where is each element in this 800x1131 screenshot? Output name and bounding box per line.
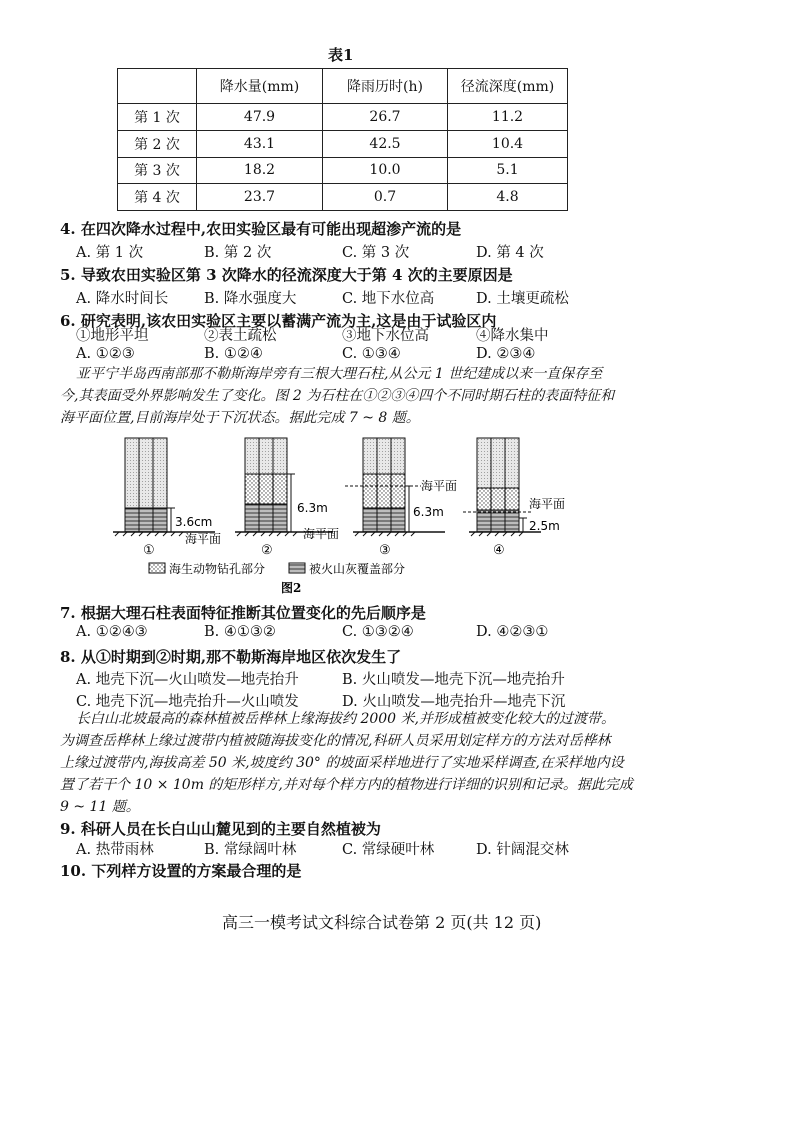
table-row <box>118 184 568 211</box>
passage-1-line: 亚平宁半岛西南部那不勒斯海岸旁有三根大理石柱,从公元 1 世纪建成以来一直保存至 <box>76 366 603 382</box>
rainfall-table <box>117 68 568 211</box>
question-5-stem: 5. 导致农田实验区第 3 次降水的径流深度大于第 4 次的主要原因是 <box>60 266 513 284</box>
question-8-stem: 8. 从①时期到②时期,那不勒斯海岸地区依次发生了 <box>60 648 402 666</box>
question-9-stem: 9. 科研人员在长白山山麓见到的主要自然植被为 <box>60 820 381 838</box>
table-title: 表1 <box>328 46 354 64</box>
marble-columns-figure <box>105 432 566 598</box>
question-5-option-a: A. 降水时间长 <box>76 291 169 307</box>
question-7-option-c: C. ①③②④ <box>342 624 414 640</box>
table-cell: 10.0 <box>323 157 448 184</box>
passage-2-line: 为调查岳桦林上缘过渡带内植被随海拔变化的情况,科研人员采用划定样方的方法对岳桦林 <box>60 733 611 749</box>
question-6-option-c: C. ①③④ <box>342 346 401 362</box>
question-10-stem: 10. 下列样方设置的方案最合理的是 <box>60 862 302 880</box>
passage-1-line: 海平面位置,目前海岸处于下沉状态。据此完成 7 ~ 8 题。 <box>60 410 420 426</box>
table-cell: 23.7 <box>197 184 323 211</box>
label-c2-height: 6.3m <box>297 501 328 515</box>
question-9-option-a: A. 热带雨林 <box>76 842 154 858</box>
table-cell: 10.4 <box>448 130 568 157</box>
question-6-item: ①地形平坦 <box>76 328 149 344</box>
table-cell: 第 4 次 <box>118 184 197 211</box>
table-cell: 47.9 <box>197 104 323 131</box>
period-number-1: ① <box>143 543 155 558</box>
question-6-item: ③地下水位高 <box>342 328 429 344</box>
table-header-cell: 降雨历时(h) <box>323 69 448 104</box>
table-cell: 11.2 <box>448 104 568 131</box>
question-7-option-d: D. ④②③① <box>476 624 549 640</box>
legend-label-boreholes: 海生动物钻孔部分 <box>169 562 266 576</box>
table-cell: 0.7 <box>323 184 448 211</box>
label-c2-sea: 海平面 <box>303 527 340 541</box>
question-4-option-a: A. 第 1 次 <box>76 245 144 261</box>
table-header-cell: 降水量(mm) <box>197 69 323 104</box>
question-9-option-b: B. 常绿阔叶林 <box>204 842 297 858</box>
passage-2-line: 9 ~ 11 题。 <box>60 799 140 815</box>
passage-2-line: 上缘过渡带内,海拔高差 50 米,坡度约 30° 的坡面采样地进行了实地采样调查,在采样地内设 <box>60 755 624 771</box>
question-6-item: ④降水集中 <box>476 328 549 344</box>
table-row <box>118 104 568 131</box>
question-4-option-c: C. 第 3 次 <box>342 245 410 261</box>
table-cell: 第 3 次 <box>118 157 197 184</box>
page-footer: 高三一模考试文科综合试卷第 2 页(共 12 页) <box>222 913 542 932</box>
question-6-option-d: D. ②③④ <box>476 346 536 362</box>
label-c4-sea: 海平面 <box>529 497 566 511</box>
passage-2-line: 置了若干个 10 × 10m 的矩形样方,并对每个样方内的植物进行详细的识别和记录。据此完成 <box>60 777 633 793</box>
question-5-option-d: D. 土壤更疏松 <box>476 291 569 307</box>
legend-swatch-ash <box>289 563 305 573</box>
label-c4-height: 2.5m <box>529 519 560 533</box>
table-header-row <box>118 69 568 104</box>
question-4-stem: 4. 在四次降水过程中,农田实验区最有可能出现超渗产流的是 <box>60 220 462 238</box>
table-row <box>118 157 568 184</box>
question-8-option-a: A. 地壳下沉—火山喷发—地壳抬升 <box>76 672 299 688</box>
column-group-2 <box>235 438 333 536</box>
question-5-option-c: C. 地下水位高 <box>342 291 435 307</box>
question-8-option-d: D. 火山喷发—地壳抬升—地壳下沉 <box>342 694 566 710</box>
period-number-2: ② <box>261 543 273 558</box>
passage-1-line: 今,其表面受外界影响发生了变化。图 2 为石柱在①②③④四个不同时期石柱的表面特征和 <box>60 388 615 404</box>
question-7-stem: 7. 根据大理石柱表面特征推断其位置变化的先后顺序是 <box>60 604 426 622</box>
question-9-option-c: C. 常绿硬叶林 <box>342 842 435 858</box>
table-cell: 5.1 <box>448 157 568 184</box>
question-5-option-b: B. 降水强度大 <box>204 291 297 307</box>
table-cell: 26.7 <box>323 104 448 131</box>
question-4-option-d: D. 第 4 次 <box>476 245 544 261</box>
table-cell: 第 1 次 <box>118 104 197 131</box>
question-6-stem: 6. 研究表明,该农田实验区主要以蓄满产流为主,这是由于试验区内 <box>60 312 497 330</box>
question-6-option-b: B. ①②④ <box>204 346 263 362</box>
table-header-cell: 径流深度(mm) <box>448 69 568 104</box>
question-9-option-d: D. 针阔混交林 <box>476 842 569 858</box>
question-7-option-a: A. ①②④③ <box>76 624 148 640</box>
figure-caption: 图2 <box>281 581 302 595</box>
question-8-option-c: C. 地壳下沉—地壳抬升—火山喷发 <box>76 694 299 710</box>
question-6-item: ②表土疏松 <box>204 328 277 344</box>
table-row <box>118 130 568 157</box>
period-number-4: ④ <box>493 543 505 558</box>
label-c1-height: 3.6cm <box>175 515 213 529</box>
question-8-option-b: B. 火山喷发—地壳下沉—地壳抬升 <box>342 672 565 688</box>
label-c1-sea: 海平面 <box>185 532 222 546</box>
table-header-cell <box>118 69 197 104</box>
table-cell: 18.2 <box>197 157 323 184</box>
label-c3-height: 6.3m <box>413 505 444 519</box>
period-number-3: ③ <box>379 543 391 558</box>
legend-label-ash: 被火山灰覆盖部分 <box>309 562 406 576</box>
label-c3-sea: 海平面 <box>421 479 458 493</box>
question-4-option-b: B. 第 2 次 <box>204 245 272 261</box>
question-6-option-a: A. ①②③ <box>76 346 135 362</box>
table-cell: 4.8 <box>448 184 568 211</box>
table-cell: 第 2 次 <box>118 130 197 157</box>
table-cell: 43.1 <box>197 130 323 157</box>
legend-swatch-boreholes <box>149 563 165 573</box>
passage-2-line: 长白山北坡最高的森林植被岳桦林上缘海拔约 2000 米,并形成植被变化较大的过渡带。 <box>76 711 615 727</box>
question-7-option-b: B. ④①③② <box>204 624 276 640</box>
table-cell: 42.5 <box>323 130 448 157</box>
